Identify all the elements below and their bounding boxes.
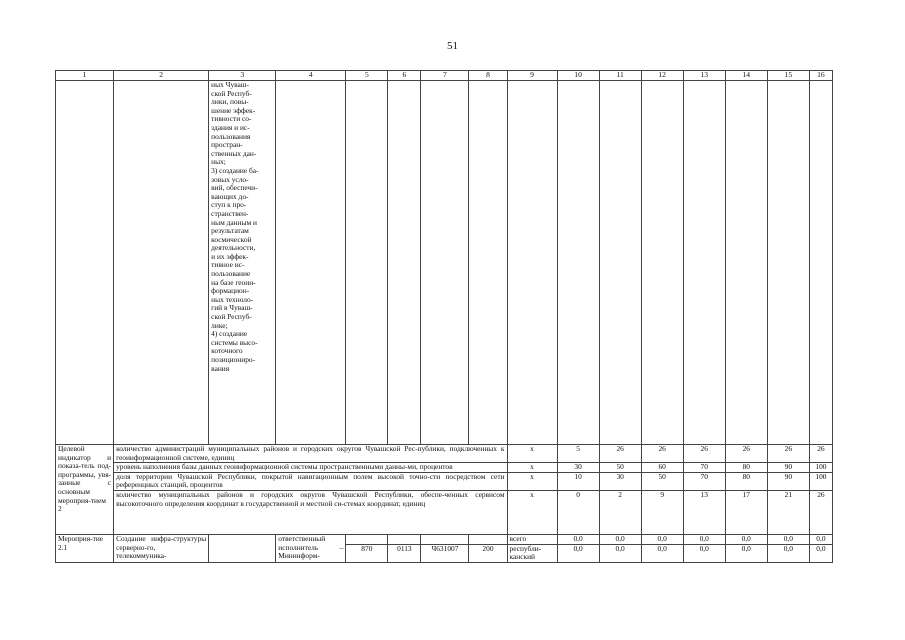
code-csr: Ч631007 [421,544,469,562]
indicator-row [56,463,833,473]
indicator-value: 70 [683,472,725,490]
indicator-text: количество администраций муниципальных районов и городских округов Чувашской Рес-публики, подключенных к геоинформационной системе, единиц [114,445,507,463]
indicator-value: 26 [599,445,641,463]
program-table [55,70,833,563]
code-vr: 200 [469,544,507,562]
code-rzpr: 0113 [388,544,421,562]
continuation-text: ных Чуваш- ской Респуб- лики, повы- шение эффек- тивности со- здания и ис- пользования простран- ственных дан- ных; 3) создание ба- зовых усло- вий, обеспечи- вающих до- ступ к про- странствен- ным данным и результатам космической деятельности, и их эффек- тивное ис- пользование на базе геоин- формацион- ных техноло- гий в Чуваш- ской Респуб- лике; 4) создание системы высо- коточного позициониро- вания [209,81,276,445]
header-cell: 5 [346,71,388,81]
header-cell: 12 [641,71,683,81]
indicator-value: 10 [557,472,599,490]
funding-value: 0,0 [767,544,809,562]
indicator-value: 0 [557,490,599,534]
event-responsible: ответственный исполнитель – Мининформ- [276,534,346,562]
indicator-value: 5 [557,445,599,463]
header-row [56,71,833,81]
header-cell: 1 [56,71,114,81]
indicator-value: 2 [599,490,641,534]
indicator-row [56,472,833,490]
indicator-value: 50 [641,472,683,490]
indicator-value: 26 [641,445,683,463]
header-cell: 15 [767,71,809,81]
funding-value: 0,0 [683,544,725,562]
header-cell: 10 [557,71,599,81]
indicator-text: уровень наполнения базы данных геоинформационной системы пространственными данны-ми, процентов [114,463,507,473]
page-number: 51 [447,40,458,52]
indicator-value: 26 [683,445,725,463]
indicator-value: 70 [683,463,725,473]
indicator-value: 30 [599,472,641,490]
funding-value: 0,0 [809,544,832,562]
header-cell: 8 [469,71,507,81]
indicator-value: 9 [641,490,683,534]
event-row [56,534,833,544]
funding-value: 0,0 [767,534,809,544]
indicator-row [56,490,833,534]
indicator-col9: х [507,490,557,534]
code-gr: 870 [346,544,388,562]
header-cell: 14 [725,71,767,81]
header-cell: 9 [507,71,557,81]
header-cell: 7 [421,71,469,81]
indicator-col9: х [507,463,557,473]
indicator-value: 80 [725,472,767,490]
indicator-value: 90 [767,472,809,490]
funding-source: всего [507,534,557,544]
event-name: Мероприя-тие 2.1 [56,534,114,562]
indicator-col9: х [507,472,557,490]
indicator-text: количество муниципальных районов и городских округов Чувашской Республики, обеспе-ченных сервисом высокоточного определения координат в государственной и местной си-стемах координат, единиц [114,490,507,534]
indicator-value: 26 [809,490,832,534]
indicator-value: 26 [767,445,809,463]
funding-source: республи-канский [507,544,557,562]
header-cell: 2 [114,71,209,81]
indicator-value: 50 [599,463,641,473]
indicator-text: доля территории Чувашской Республики, покрытой навигационным полем высокой точно-сти посредством сети референцных станций, процентов [114,472,507,490]
funding-value: 0,0 [641,544,683,562]
event-description: Создание инфра-структуры серверно-го, телекоммуника- [114,534,209,562]
indicator-col9: х [507,445,557,463]
funding-value: 0,0 [725,534,767,544]
header-cell: 3 [209,71,276,81]
continuation-row [56,81,833,445]
indicator-row [56,445,833,463]
funding-value: 0,0 [599,544,641,562]
funding-value: 0,0 [557,544,599,562]
indicator-value: 100 [809,463,832,473]
header-cell: 13 [683,71,725,81]
funding-value: 0,0 [641,534,683,544]
indicator-value: 30 [557,463,599,473]
indicator-value: 26 [809,445,832,463]
funding-value: 0,0 [557,534,599,544]
indicator-value: 13 [683,490,725,534]
indicator-value: 100 [809,472,832,490]
funding-value: 0,0 [599,534,641,544]
indicator-value: 17 [725,490,767,534]
indicator-value: 90 [767,463,809,473]
funding-value: 0,0 [809,534,832,544]
indicator-value: 21 [767,490,809,534]
header-cell: 4 [276,71,346,81]
header-cell: 16 [809,71,832,81]
header-cell: 11 [599,71,641,81]
header-cell: 6 [388,71,421,81]
indicator-value: 60 [641,463,683,473]
indicator-value: 80 [725,463,767,473]
funding-value: 0,0 [725,544,767,562]
funding-value: 0,0 [683,534,725,544]
target-label: Целевой индикатор и показа-тель под-программы, увя-занные с основным мероприя-тием 2 [56,445,114,535]
indicator-value: 26 [725,445,767,463]
